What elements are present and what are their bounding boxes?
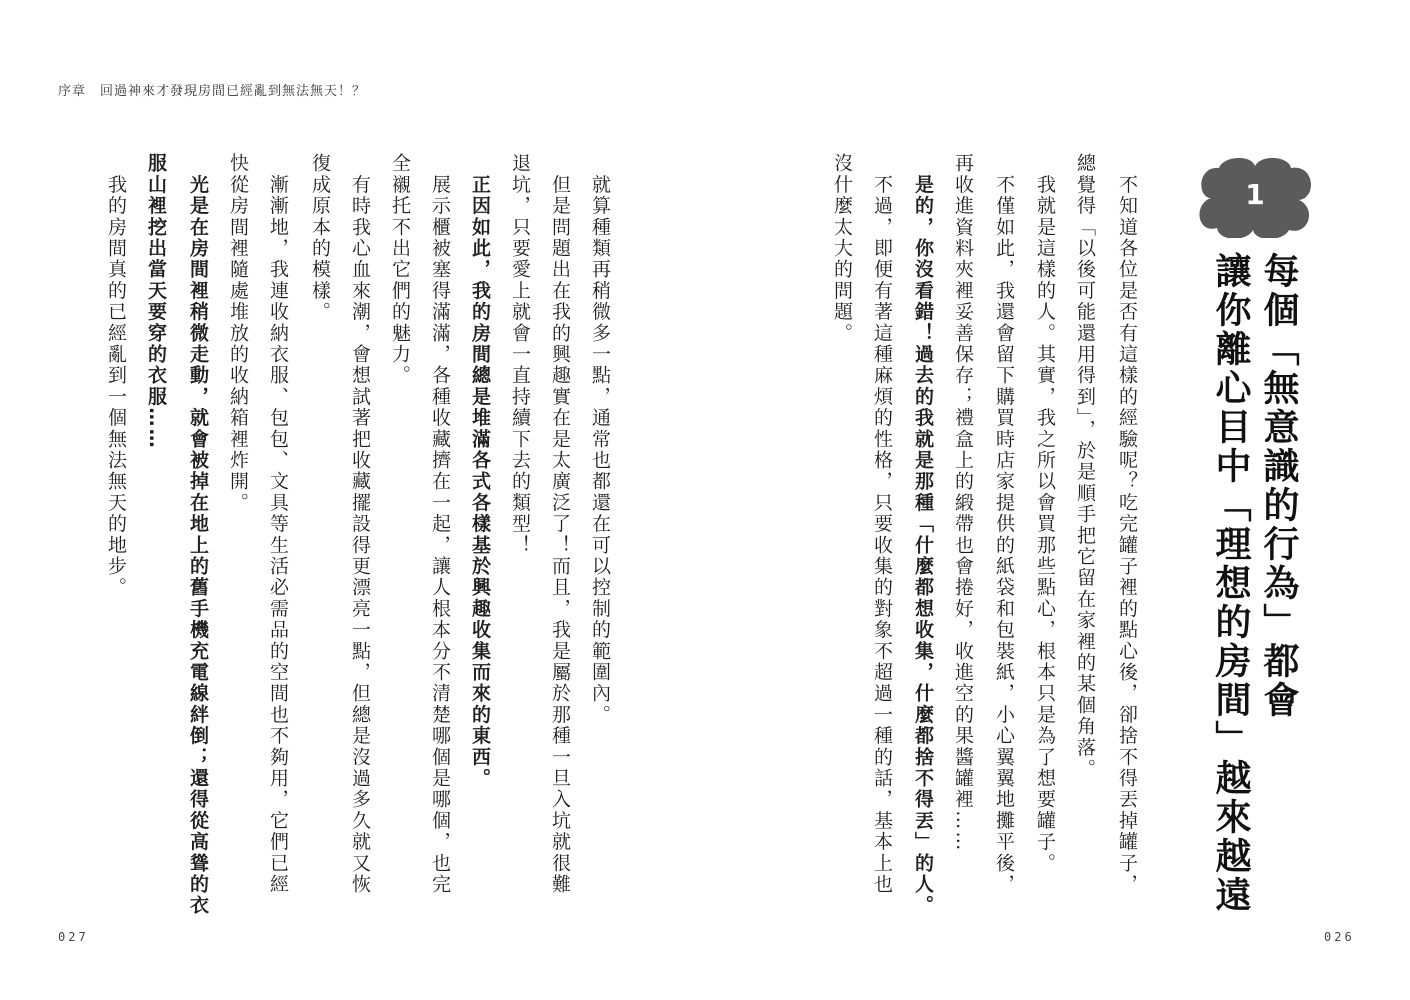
- body-column-emphasis: 是的，你沒看錯！過去的我就是那種「什麼都想收集，什麼都捨不得丟」的人。: [912, 153, 934, 917]
- body-column: 漸漸地，我連收納衣服、包包、文具等生活必需品的空間也不夠用，它們已經: [267, 153, 289, 895]
- section-title-line-2: 讓你離心目中「理想的房間」越來越遠: [1210, 252, 1251, 915]
- section-title-line-1: 每個「無意識的行為」都會: [1258, 252, 1299, 720]
- body-column: 再收進資料夾裡妥善保存；禮盒上的緞帶也會捲好，收進空的果醬罐裡……: [952, 153, 974, 853]
- chapter-title: 回過神來才發現房間已經亂到無法無天！？: [100, 84, 367, 99]
- body-column-emphasis: 光是在房間裡稍微走動，就會被掉在地上的舊手機充電線絆倒；還得從高聳的衣: [187, 153, 209, 917]
- body-column: 展示櫃被塞得滿滿，各種收藏擠在一起，讓人根本分不清楚哪個是哪個，也完: [429, 153, 451, 895]
- body-column: 有時我心血來潮，會想試著把收藏擺設得更漂亮一點，但總是沒過多久就又恢: [349, 153, 371, 895]
- body-column: 就算種類再稍微多一點，通常也都還在可以控制的範圍內。: [589, 153, 611, 726]
- body-column-emphasis: 服山裡挖出當天要穿的衣服……: [145, 153, 167, 450]
- body-column: 退坑，只要愛上就會一直持續下去的類型！: [509, 153, 531, 556]
- section-number: 1: [1245, 178, 1265, 211]
- page-number-left: 027: [58, 930, 89, 944]
- running-header: [58, 80, 366, 99]
- page-number-right: 026: [1324, 930, 1355, 944]
- body-column: 全襯托不出它們的魅力。: [389, 153, 411, 387]
- body-column: 但是問題出在我的興趣實在是太廣泛了！而且，我是屬於那種一旦入坑就很難: [549, 153, 571, 895]
- body-column: 沒什麼太大的問題。: [831, 153, 853, 344]
- chapter-label: 序章: [58, 84, 87, 99]
- body-column: 總覺得「以後可能還用得到」，於是順手把它留在家裡的某個角落。: [1074, 153, 1096, 780]
- body-column: 我的房間真的已經亂到一個無法無天的地步。: [105, 153, 127, 599]
- body-column: 復成原本的模樣。: [309, 153, 331, 323]
- body-column: 不僅如此，我還會留下購買時店家提供的紙袋和包裝紙，小心翼翼地攤平後，: [993, 153, 1015, 895]
- body-column: 不過，即便有著這種麻煩的性格，只要收集的對象不超過一種的話，基本上也: [871, 153, 893, 895]
- body-column: 我就是這樣的人。其實，我之所以會買那些點心，根本只是為了想要罐子。: [1034, 153, 1056, 874]
- body-column: 快從房間裡隨處堆放的收納箱裡炸開。: [227, 153, 249, 514]
- body-column: 不知道各位是否有這樣的經驗呢？吃完罐子裡的點心後，卻捨不得丟掉罐子，: [1116, 153, 1138, 895]
- body-column-emphasis: 正因如此，我的房間總是堆滿各式各樣基於興趣收集而來的東西。: [469, 153, 491, 789]
